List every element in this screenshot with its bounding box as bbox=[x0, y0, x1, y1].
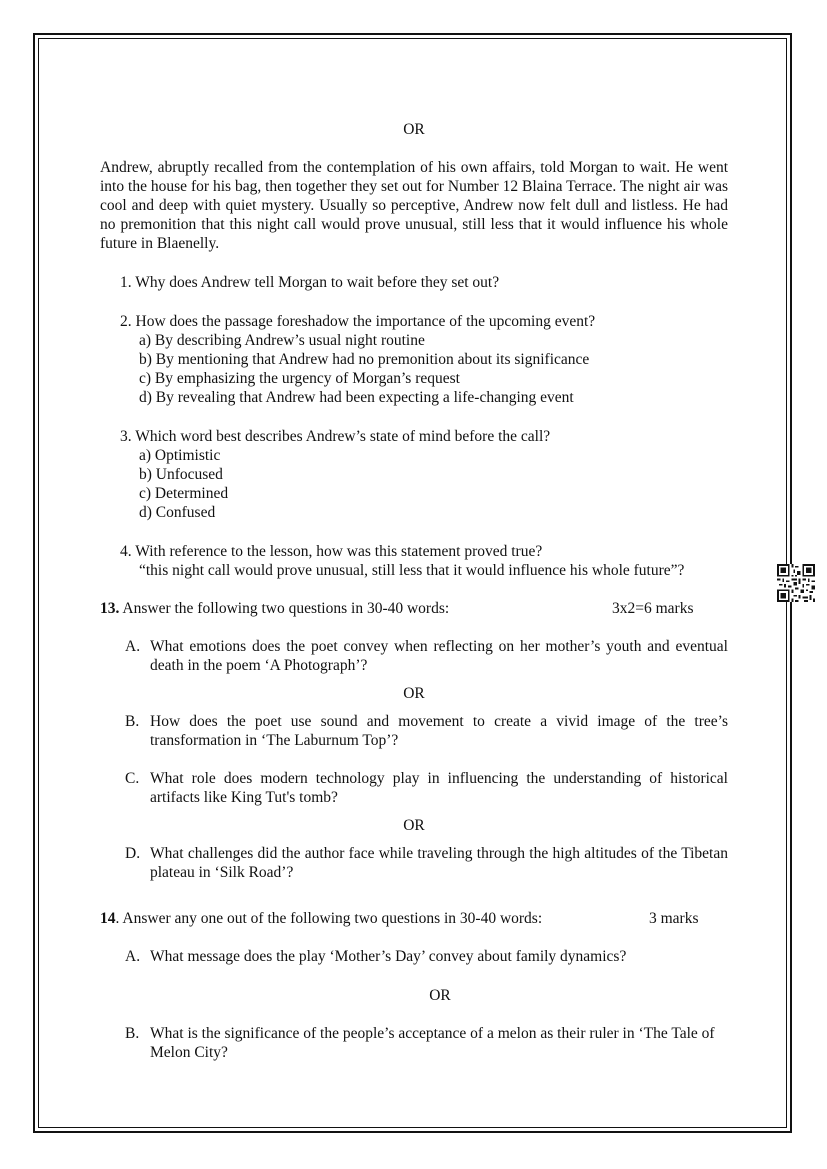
question-instruction: Answer the following two questions in 30-40 words: bbox=[122, 600, 450, 617]
question-number: 1. bbox=[120, 274, 132, 291]
question-13b bbox=[125, 712, 728, 750]
or-divider: OR bbox=[403, 121, 425, 138]
or-divider: OR bbox=[403, 685, 425, 702]
question-number: 3. bbox=[120, 428, 132, 445]
option-b: b) Unfocused bbox=[139, 466, 223, 483]
question-14a bbox=[125, 947, 728, 966]
question-13a bbox=[125, 637, 728, 675]
question-number: 4. bbox=[120, 543, 132, 560]
question-instruction: . Answer any one out of the following two questions in 30-40 words: bbox=[115, 910, 543, 927]
option-label: C. bbox=[125, 770, 140, 787]
marks-label: 3x2=6 marks bbox=[612, 600, 694, 617]
question-13d bbox=[125, 844, 728, 882]
question-text: How does the poet use sound and movement to create a vivid image of the tree’s transformation in ‘The Laburnum Top’? bbox=[150, 713, 728, 749]
reading-passage: Andrew, abruptly recalled from the contemplation of his own affairs, told Morgan to wait. He went into the house for his bag, then together they set out for Number 12 Blaina Terrace. The night air was cool and deep with quiet mystery. Usually so perceptive, Andrew now felt dull and listless. He had no premonition that this night call would prove unusual, still less that it would influence his whole future in Blaenelly. bbox=[100, 159, 728, 252]
quoted-statement: “this night call would prove unusual, still less that it would influence his whole future”? bbox=[139, 562, 685, 579]
question-text: With reference to the lesson, how was this statement proved true? bbox=[135, 543, 543, 560]
question-item bbox=[120, 427, 730, 522]
question-text: How does the passage foreshadow the importance of the upcoming event? bbox=[135, 313, 596, 330]
marks-label: 3 marks bbox=[649, 910, 699, 927]
question-text: Which word best describes Andrew’s state of mind before the call? bbox=[135, 428, 551, 445]
option-label: D. bbox=[125, 845, 141, 862]
option-label: B. bbox=[125, 713, 140, 730]
option-label: B. bbox=[125, 1025, 140, 1042]
option-label: A. bbox=[125, 948, 141, 965]
question-13c bbox=[125, 769, 728, 807]
question-number: 2. bbox=[120, 313, 132, 330]
question-item bbox=[120, 542, 740, 580]
option-c: c) Determined bbox=[139, 485, 229, 502]
question-text: What challenges did the author face while traveling through the high altitudes of the Tibetan plateau in ‘Silk Road’? bbox=[150, 845, 728, 881]
or-divider: OR bbox=[429, 987, 451, 1004]
option-label: A. bbox=[125, 638, 141, 655]
question-14-heading bbox=[100, 909, 600, 928]
option-c: c) By emphasizing the urgency of Morgan’s request bbox=[139, 370, 460, 387]
option-b: b) By mentioning that Andrew had no premonition about its significance bbox=[139, 351, 590, 368]
or-divider: OR bbox=[403, 817, 425, 834]
option-d: d) By revealing that Andrew had been expecting a life-changing event bbox=[139, 389, 574, 406]
question-13-heading bbox=[100, 599, 530, 618]
question-14b bbox=[125, 1024, 715, 1062]
question-text: What is the significance of the people’s acceptance of a melon as their ruler in ‘The Tale of Melon City? bbox=[150, 1025, 715, 1061]
option-a: a) Optimistic bbox=[139, 447, 221, 464]
question-item bbox=[120, 273, 730, 292]
question-text: What role does modern technology play in influencing the understanding of historical artifacts like King Tut's tomb? bbox=[150, 770, 728, 806]
question-text: Why does Andrew tell Morgan to wait before they set out? bbox=[135, 274, 500, 291]
question-number: 14 bbox=[100, 910, 116, 927]
question-item bbox=[120, 312, 730, 407]
question-number: 13. bbox=[100, 600, 120, 617]
question-text: What message does the play ‘Mother’s Day’ convey about family dynamics? bbox=[150, 948, 627, 965]
option-a: a) By describing Andrew’s usual night routine bbox=[139, 332, 425, 349]
question-text: What emotions does the poet convey when reflecting on her mother’s youth and eventual death in the poem ‘A Photograph’? bbox=[150, 638, 728, 674]
option-d: d) Confused bbox=[139, 504, 216, 521]
qr-code-icon[interactable] bbox=[777, 564, 815, 602]
